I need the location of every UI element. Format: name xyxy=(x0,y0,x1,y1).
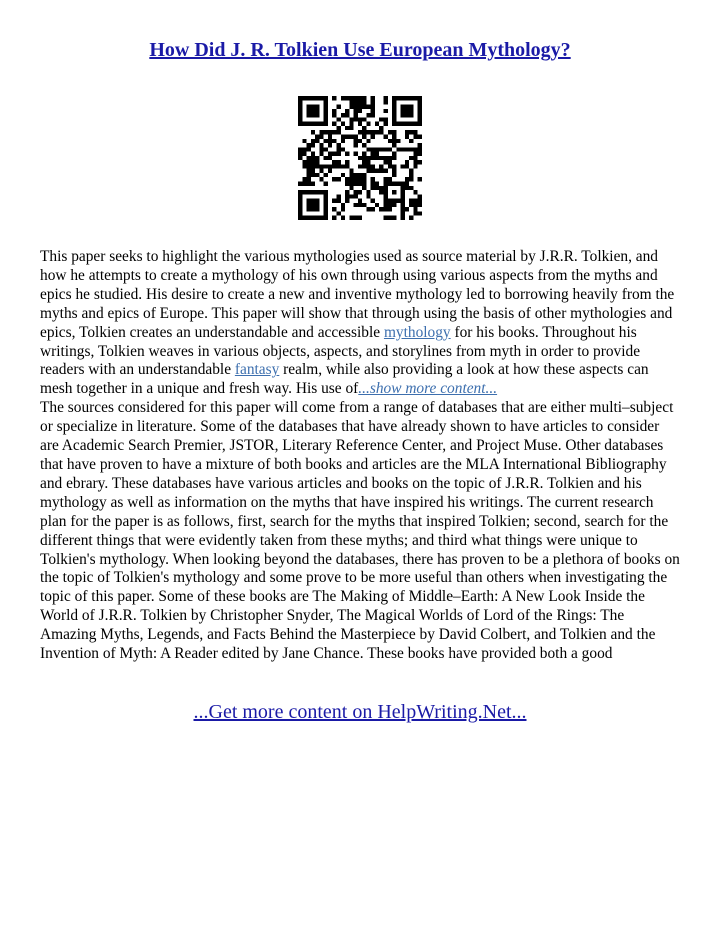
intro-text-3: realm, while also providing a look at how these aspects can mesh together in a unique and fresh way. His use of xyxy=(40,361,649,398)
show-more-link[interactable]: ...show more content... xyxy=(358,380,498,398)
mythology-link[interactable]: mythology xyxy=(383,323,451,341)
get-more-content-link[interactable]: ...Get more content on HelpWriting.Net... xyxy=(193,701,527,723)
article-body xyxy=(40,248,680,664)
fantasy-link[interactable]: fantasy xyxy=(234,361,280,379)
page-title[interactable]: How Did J. R. Tolkien Use European Mythology? xyxy=(149,39,571,61)
paragraph-sources: The sources considered for this paper will come from a range of databases that are either multi–subject or specialize in literature. Some of the databases that have already shown to have articles to consider are Academic Search Premier, JSTOR, Literary Reference Center, and Project Muse. Other databases that have proven to have a mixture of both books and articles are the MLA International Bibliography and ebrary. These databases have various articles and books on the topic of J.R.R. Tolkien and his mythology as well as information on the myths that have inspired his writings. The current research plan for the paper is as follows, first, search for the myths that inspired Tolkien; second, search for the different things that were evidently taken from these myths; and third what things were unique to Tolkien's mythology. When looking beyond the databases, there has proven to be a plethora of books on the topic of Tolkien's mythology and some prove to be more useful than others when investigating the topic of this paper. Some of these books are The Making of Middle–Earth: A New Look Inside the World of J.R.R. Tolkien by Christopher Snyder, The Magical Worlds of Lord of the Rings: The Amazing Myths, Legends, and Facts Behind the Masterpiece by David Colbert, and Tolkien and the Invention of Myth: A Reader edited by Jane Chance. These books have provided both a good xyxy=(40,399,680,663)
intro-text-1: This paper seeks to highlight the various mythologies used as source material by J.R.R. Tolkien, and how he attempts to create a mythology of his own through using various aspects from the myths and epics he studied. His desire to create a new and inventive mythology led to borrowing heavily from the myths and epics of Europe. This paper will show that through using the basis of other mythologies and epics, Tolkien creates an understandable and accessible xyxy=(40,248,675,341)
intro-text-2: for his books. Throughout his writings, Tolkien weaves in various objects, aspects, and storylines from myth in order to provide readers with an understandable xyxy=(40,323,641,379)
qr-code-icon xyxy=(298,96,422,220)
paragraph-intro xyxy=(40,248,680,399)
